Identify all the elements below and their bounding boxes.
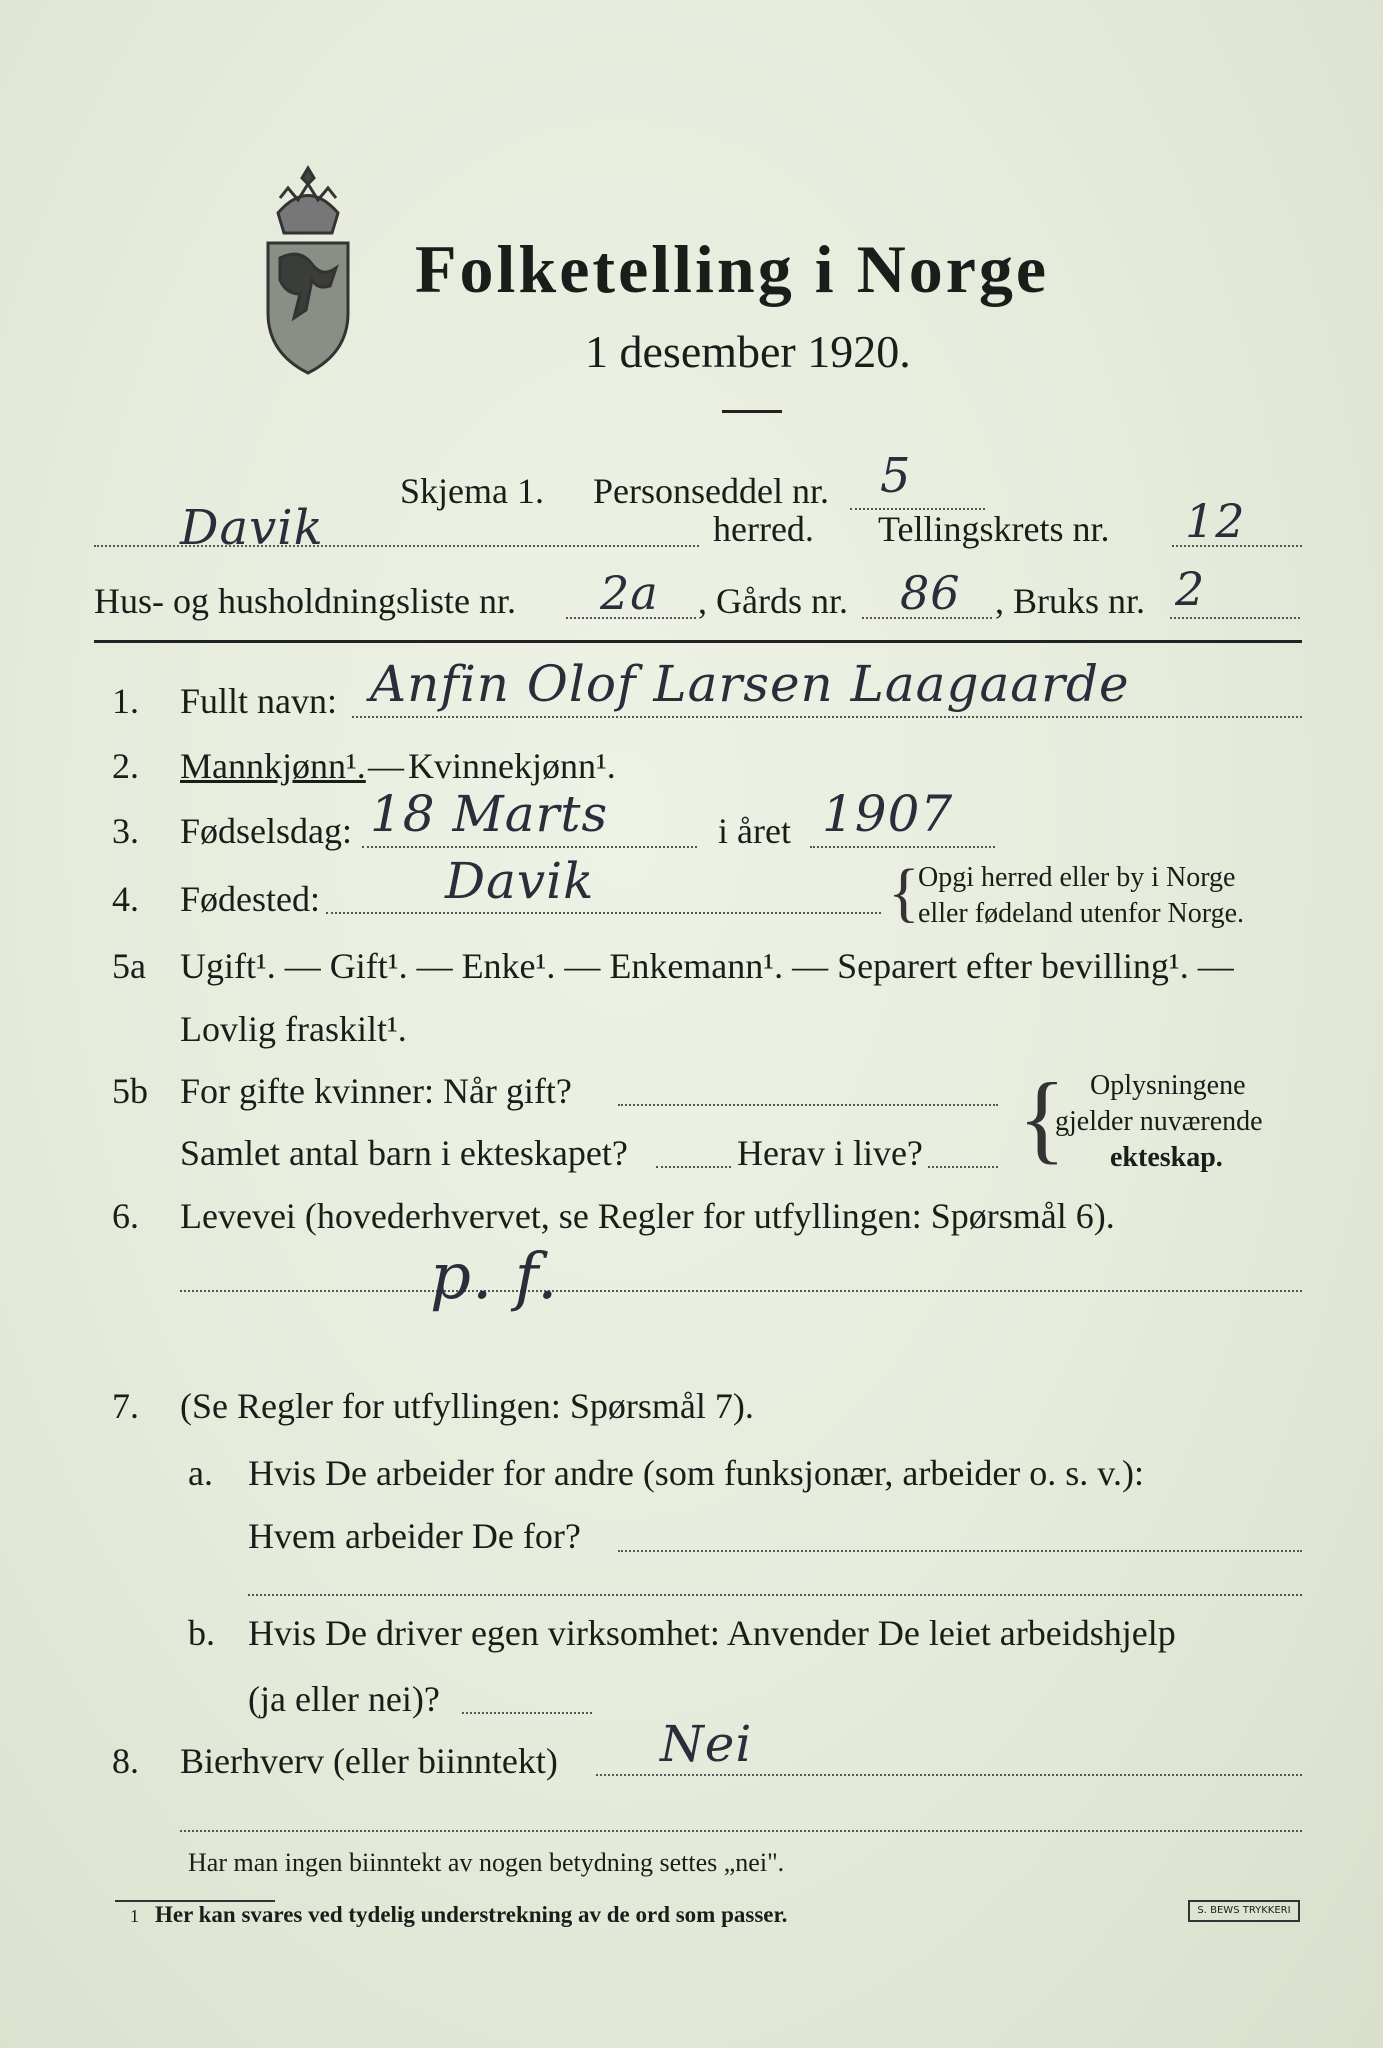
- personseddel-label: Personseddel nr.: [593, 471, 829, 511]
- personseddel-value: 5: [880, 448, 912, 504]
- q7a-line1: Hvis De arbeider for andre (som funksjonær, arbeider o. s. v.):: [248, 1453, 1144, 1493]
- q5a-line1: Ugift¹. — Gift¹. — Enke¹. — Enkemann¹. — Separert efter bevilling¹. —: [180, 946, 1234, 986]
- q1-number: 1.: [112, 681, 139, 721]
- q4-label: Fødested:: [180, 879, 320, 919]
- q7b-line2: (ja eller nei)?: [248, 1679, 440, 1719]
- footnote-text: Her kan svares ved tydelig understrekning av de ord som passer.: [155, 1902, 788, 1927]
- q4-note-line2: eller fødeland utenfor Norge.: [918, 898, 1245, 929]
- q5b-note-line2: gjelder nuværende: [1055, 1106, 1263, 1137]
- q2-number: 2.: [112, 746, 139, 786]
- schema-label: Skjema 1.: [400, 471, 544, 511]
- hus-label: Hus- og husholdningsliste nr.: [94, 581, 517, 621]
- form-title: Folketelling i Norge: [415, 231, 1050, 307]
- q2-male-option: Mannkjønn¹.: [180, 746, 366, 786]
- q1-label: Fullt navn:: [180, 681, 338, 721]
- q6-label: Levevei (hovederhvervet, se Regler for utfyllingen: Spørsmål 6).: [180, 1196, 1115, 1236]
- footnote-marker: 1: [130, 1906, 139, 1926]
- q6-number: 6.: [112, 1196, 139, 1236]
- q5b-number: 5b: [112, 1071, 148, 1111]
- coat-of-arms-icon: [248, 158, 368, 378]
- bruks-label: , Bruks nr.: [995, 581, 1146, 621]
- q3-birthdate: 18 Marts: [370, 785, 609, 843]
- q5b-note-line3: ekteskap.: [1110, 1142, 1223, 1173]
- hus-value: 2a: [600, 566, 659, 620]
- q1-full-name: Anfin Olof Larsen Laagaarde: [370, 655, 1130, 713]
- q3-label: Fødselsdag:: [180, 811, 353, 851]
- q5a-number: 5a: [112, 946, 146, 986]
- q7a-line2: Hvem arbeider De for?: [248, 1516, 581, 1556]
- q5b-line2b: Herav i live?: [737, 1133, 923, 1173]
- q3-number: 3.: [112, 811, 139, 851]
- q3-year-label: i året: [718, 811, 791, 851]
- q8-label: Bierhverv (eller biinntekt): [180, 1741, 558, 1781]
- q7-label: (Se Regler for utfyllingen: Spørsmål 7).: [180, 1386, 754, 1426]
- tellingskrets-label: Tellingskrets nr.: [878, 509, 1110, 549]
- q4-birthplace: Davik: [445, 852, 595, 910]
- printer-stamp: S. BEWS TRYKKERI: [1188, 1900, 1300, 1922]
- herred-label: herred.: [713, 509, 814, 549]
- q2-separator: —: [368, 746, 404, 786]
- q4-number: 4.: [112, 879, 139, 919]
- title-divider: [722, 410, 782, 413]
- q2-female-option: Kvinnekjønn¹.: [408, 746, 616, 786]
- nei-note: Har man ingen biinntekt av nogen betydning settes „nei".: [188, 1848, 785, 1877]
- q7a-letter: a.: [188, 1453, 213, 1493]
- q3-birth-year: 1907: [822, 785, 954, 843]
- q5b-line2a: Samlet antal barn i ekteskapet?: [180, 1133, 628, 1173]
- herred-value: Davik: [180, 500, 324, 556]
- tellingskrets-value: 12: [1185, 494, 1246, 548]
- gards-value: 86: [900, 566, 961, 620]
- census-date: 1 desember 1920.: [585, 326, 911, 377]
- q8-number: 8.: [112, 1741, 139, 1781]
- q5b-line1: For gifte kvinner: Når gift?: [180, 1071, 572, 1111]
- q5a-line2: Lovlig fraskilt¹.: [180, 1009, 407, 1049]
- q4-note-line1: Opgi herred eller by i Norge: [918, 862, 1236, 893]
- q7b-letter: b.: [188, 1613, 215, 1653]
- q7-number: 7.: [112, 1386, 139, 1426]
- q8-side-income: Nei: [660, 1715, 753, 1773]
- header-rule: [94, 640, 1302, 643]
- bruks-value: 2: [1175, 562, 1206, 616]
- census-form-page: Folketelling i Norge 1 desember 1920. Skjema 1. Personseddel nr. 5 Davik herred. Tellingskrets nr. 12 Hus- og husholdningsliste nr. 2a , Gårds nr. 86 , Bruks nr. 2 1. Fullt navn: Anfin Olof Larsen Laagaarde 2. Mannkjønn¹. — Kvinnekjønn¹. 3. Fødselsdag: 18 Marts i året 1907 4. Fødested: Davik { Opgi herred eller by i Norge eller fødeland utenfor Norge. 5a Ugift¹. — Gift¹. — Enke¹. — Enkemann¹. — Separert efter bevilling¹. — Lovlig fraskilt¹. 5b For gifte kvinner: Når gift? Samlet antal barn i ekteskapet? Herav i live? { Oplysningene gjelder nuværende ekteskap. 6. Levevei (hovederhvervet, se Regler for utfyllingen: Spørsmål 6). p. f. 7. (Se Regler for utfyllingen: Spørsmål 7). a. Hvis De arbeider for andre (som funksjonær, arbeider o. s. v.): Hvem arbeider De for? b. Hvis De driver egen virksomhet: Anvender De leiet arbeidshjelp (ja eller nei)? 8. Bierhverv (eller biinntekt) Nei Har man ingen biinntekt av nogen betydning settes „nei". 1 Her kan svares ved tydelig understrekning av de ord som passer. S. BEWS TRYKKERI: [0, 0, 1383, 2048]
- q6-occupation: p. f.: [430, 1240, 559, 1314]
- gards-label: , Gårds nr.: [698, 581, 848, 621]
- q7b-line1: Hvis De driver egen virksomhet: Anvender De leiet arbeidshjelp: [248, 1613, 1176, 1653]
- q5b-note-line1: Oplysningene: [1090, 1070, 1246, 1101]
